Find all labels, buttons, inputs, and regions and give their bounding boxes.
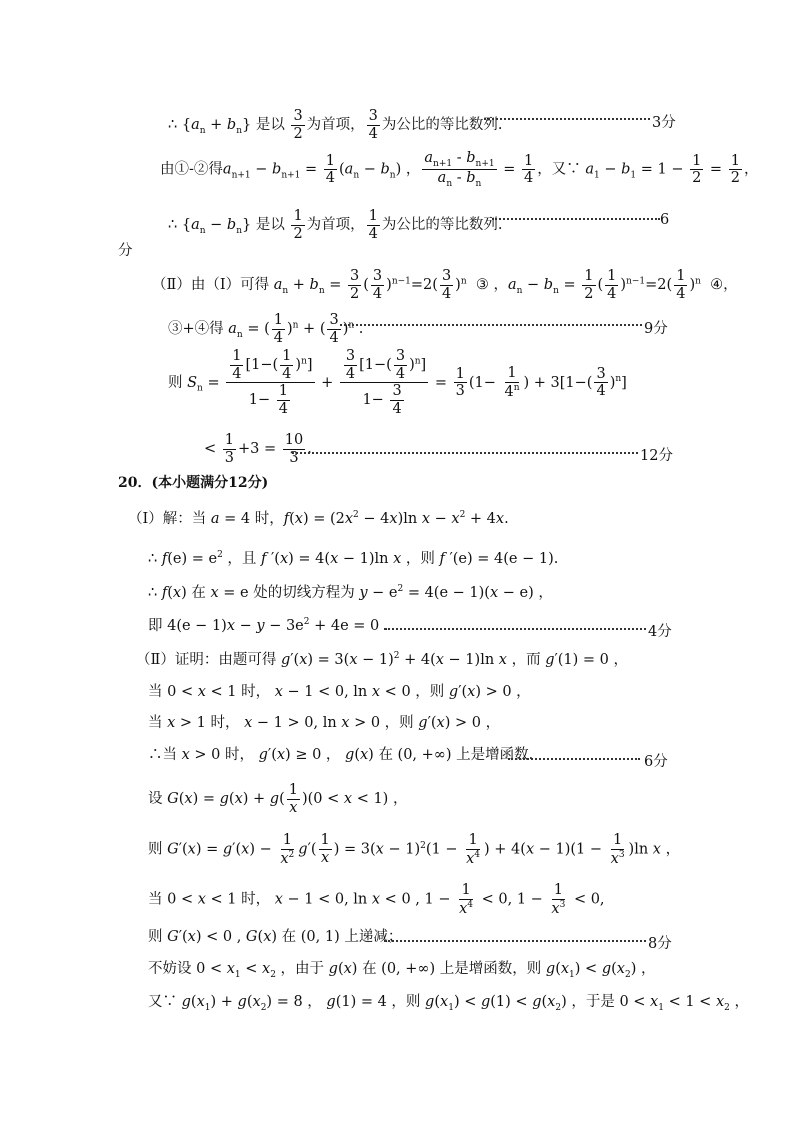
text-line: 即 $4(e - 1)x - y - 3e^2 + 4e = 0$ . (148, 617, 389, 634)
text-line: 当 x > 1 时， x − 1 > 0, ln x > 0 ，则 g′(x) > 0 ， (148, 715, 501, 731)
text-line: 设 G(x) = g(x) + g( $\frac{1}{x}$ )(0 < x < 1) ， (148, 782, 408, 816)
dot-leader (384, 628, 646, 630)
score-mark: 6分 (644, 754, 668, 770)
text-line: （Ⅱ）由（Ⅰ）可得 $a_n + b_n$ = $\frac{3}{2}$ ( $\frac{3}{4}$ )$^{n-1}$=2( $\frac{3}{4}$ )$^n$ ③ ，$a_n - b_n$ = $\frac{1}{2}$ ( $\frac{1}{4}$ )$^{n-1}$=2( $\frac{1}{4}$ )$^n$ ④， (152, 268, 738, 302)
score-mark: 12分 (640, 448, 673, 464)
text-line: ∴ $\{a_n + b_n\}$ 是以 $\frac{3}{2}$ 为首项， $\frac{3}{4}$ 为公比的等比数列. (168, 108, 503, 142)
dot-leader (340, 324, 642, 326)
text-line: 又∵ $g(x_1) + g(x_2) = 8$ ， g(1) = 4 ，则 $g(x_1) < g(1) < g(x_2)$ ，于是 $0 < x_1 < 1 < x_2$ ， (148, 994, 749, 1013)
text-line: ∴ $\{a_n - b_n\}$ 是以 $\frac{1}{2}$ 为首项， $\frac{1}{4}$ 为公比的等比数列. (168, 208, 503, 242)
score-mark: 8分 (648, 936, 672, 952)
text-line: ③+④得 $a_n$ = ( $\frac{1}{4}$ )$^n$ + ( $\frac{3}{4}$ )$^n$ . (168, 312, 364, 346)
text-line: ∴ f(x) 在 x = e 处的切线方程为 $y - e^2 = 4(e - 1)(x - e)$ ， (148, 584, 553, 601)
text-line: 则 $S_n$ = $\frac{1}{4}$ [1−( $\frac{1}{4}$ )$^n$] 1− $\frac{1}{4}$ + $\frac{3}{4}$ [1−( $\frac{3}{4}$ )$^n$] 1− $\frac{3}{4}$ = $\frac{1}{3}$ (1− $\frac{1}{4^n}$ ) + 3[1−( $\frac{3}{4}$ )$^n$] (168, 348, 627, 418)
text-line: 则 G′(x) = g′(x) − $\frac{1}{x^2}$ g′( $\frac{1}{x}$ ) = $3(x - 1)^2(1$ − $\frac{1}{x^4}$ ) + 4(x − 1)(1 − $\frac{1}{x^3}$ )ln x ， (148, 832, 681, 867)
text-line: ∴ $f(e) = e^2$ ，且 f ′(x) = 4(x − 1)ln x ，则 f ′(e) = 4(e − 1). (148, 550, 559, 567)
score-mark: 9分 (644, 321, 668, 337)
section-heading: 20．(本小题满分12分) (118, 475, 269, 491)
dot-leader (492, 218, 660, 220)
dot-leader (484, 118, 650, 120)
text-line: （Ⅱ）证明：由题可得 $g'(x) = 3(x - 1)^2 + 4(x - 1)\ln$ x ，而 g′(1) = 0 ， (136, 651, 629, 668)
text-line: 由①-②得$a_{n+1} - b_{n+1}$ = $\frac{1}{4}$ $(a_n - b_n)$ ， $\frac{a_{n+1} - b_{n+1}}{a_n - b_n}$ = $\frac{1}{4}$ ，又∵ $a_1 - b_1 = 1$ − $\frac{1}{2}$ = $\frac{1}{2}$ ， (160, 150, 759, 190)
text-line: ∴当 x > 0 时， g′(x) ≥ 0 ， g(x) 在 (0, +∞) 上是增函数. (148, 747, 534, 763)
text-line: 不妨设 $0 < x_1 < x_2$ ，由于 g(x) 在 (0, +∞) 上是增函数，则 $g(x_1) < g(x_2)$ ， (148, 961, 656, 980)
text-line: （Ⅰ）解：当 a = 4 时，$f(x) = (2x^2 - 4x)\ln$ $x - x^2 + 4x$. (128, 510, 509, 527)
text-line: 分 (118, 243, 133, 259)
score-mark: 4分 (648, 624, 672, 640)
score-mark: 6 (660, 212, 670, 228)
text-line: < $\frac{1}{3}$ +3 = $\frac{10}{3}$ . (204, 432, 312, 466)
score-mark: 3分 (652, 115, 676, 131)
text-line: 当 0 < x < 1 时， x − 1 < 0, ln x < 0 ，则 g′(x) > 0 ， (148, 684, 531, 700)
text-line: 当 0 < x < 1 时， x − 1 < 0, ln x < 0 , 1 − $\frac{1}{x^4}$ < 0, 1 − $\frac{1}{x^3}$ < 0, (148, 882, 605, 917)
dot-leader (508, 758, 640, 760)
dot-leader (292, 452, 638, 454)
text-line: 则 G′(x) < 0 , G(x) 在 (0, 1) 上递减； (148, 929, 403, 945)
dot-leader (384, 940, 646, 942)
